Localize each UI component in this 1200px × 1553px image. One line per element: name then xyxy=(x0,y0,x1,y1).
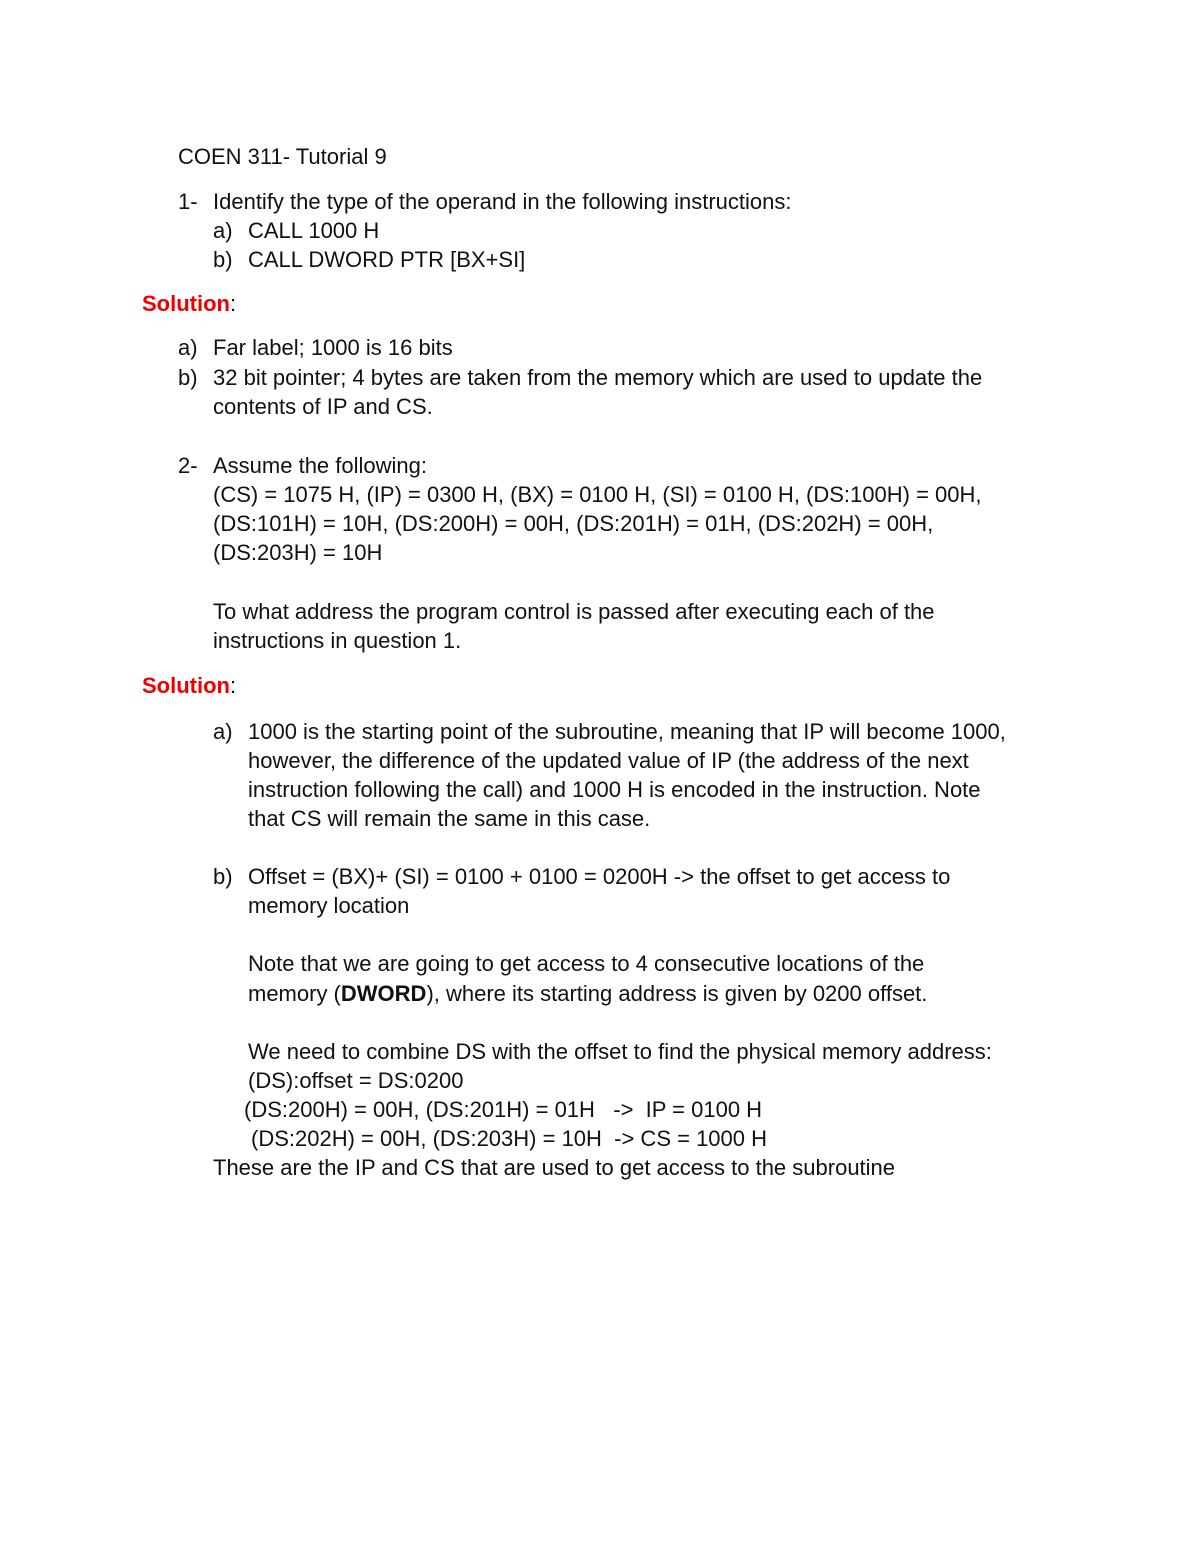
question-2-line-2: (CS) = 1075 H, (IP) = 0300 H, (BX) = 0100 H, (SI) = 0100 H, (DS:100H) = 00H, xyxy=(213,482,982,507)
solution-1-label: Solution xyxy=(142,291,230,316)
sol2-b-combine-line-1: We need to combine DS with the offset to find the physical memory address: xyxy=(248,1039,992,1064)
sol2-b-line-2: memory location xyxy=(248,893,410,918)
sol2-b-combine-line-2: (DS):offset = DS:0200 xyxy=(248,1068,464,1093)
sol2-b-marker: b) xyxy=(213,864,233,889)
solution-2-heading xyxy=(142,672,236,700)
question-2-line-1: Assume the following: xyxy=(213,453,427,478)
sol2-b-combine-line-4: (DS:202H) = 00H, (DS:203H) = 10H -> CS = 1000 H xyxy=(251,1126,768,1151)
sol2-b-note-pre: memory ( xyxy=(248,981,341,1006)
sol2-b-note-dword: DWORD xyxy=(340,981,427,1006)
sol2-a-line-2: however, the difference of the updated value of IP (the address of the next xyxy=(248,748,969,773)
question-2-line-3: (DS:101H) = 10H, (DS:200H) = 00H, (DS:201H) = 01H, (DS:202H) = 00H, xyxy=(213,511,934,536)
q1-option-a-marker: a) xyxy=(213,218,233,243)
q1-option-b-text: CALL DWORD PTR [BX+SI] xyxy=(248,247,526,272)
question-1-text: Identify the type of the operand in the following instructions: xyxy=(213,189,792,214)
sol1-a-marker: a) xyxy=(178,335,198,360)
sol2-b-note-line-1: Note that we are going to get access to 4 consecutive locations of the xyxy=(248,951,925,976)
question-2-number: 2- xyxy=(178,453,198,478)
solution-1-heading xyxy=(142,290,236,318)
q1-option-a-text: CALL 1000 H xyxy=(248,218,380,243)
document-title: COEN 311- Tutorial 9 xyxy=(178,144,387,169)
sol2-b-note-line-2 xyxy=(248,980,927,1008)
sol2-b-line-1: Offset = (BX)+ (SI) = 0100 + 0100 = 0200H -> the offset to get access to xyxy=(248,864,951,889)
q1-option-b-marker: b) xyxy=(213,247,233,272)
sol1-a-text: Far label; 1000 is 16 bits xyxy=(213,335,453,360)
sol2-a-line-1: 1000 is the starting point of the subroutine, meaning that IP will become 1000, xyxy=(248,719,1006,744)
question-2-line-5: To what address the program control is passed after executing each of the xyxy=(213,599,935,624)
sol2-a-line-4: that CS will remain the same in this case. xyxy=(248,806,651,831)
question-1-number: 1- xyxy=(178,189,198,214)
sol2-a-line-3: instruction following the call) and 1000 H is encoded in the instruction. Note xyxy=(248,777,981,802)
sol1-b-line-1: 32 bit pointer; 4 bytes are taken from the memory which are used to update the xyxy=(213,365,983,390)
solution-1-colon: : xyxy=(229,291,237,316)
solution-2-label: Solution xyxy=(142,673,230,698)
sol2-b-note-post: ), where its starting address is given by 0200 offset. xyxy=(426,981,928,1006)
question-2-line-4: (DS:203H) = 10H xyxy=(213,540,383,565)
question-2-line-6: instructions in question 1. xyxy=(213,628,462,653)
sol2-b-combine-line-3: (DS:200H) = 00H, (DS:201H) = 01H -> IP = 0100 H xyxy=(244,1097,763,1122)
sol1-b-marker: b) xyxy=(178,365,198,390)
sol2-a-marker: a) xyxy=(213,719,233,744)
solution-2-colon: : xyxy=(229,673,237,698)
sol2-conclusion: These are the IP and CS that are used to get access to the subroutine xyxy=(213,1155,896,1180)
sol1-b-line-2: contents of IP and CS. xyxy=(213,394,433,419)
